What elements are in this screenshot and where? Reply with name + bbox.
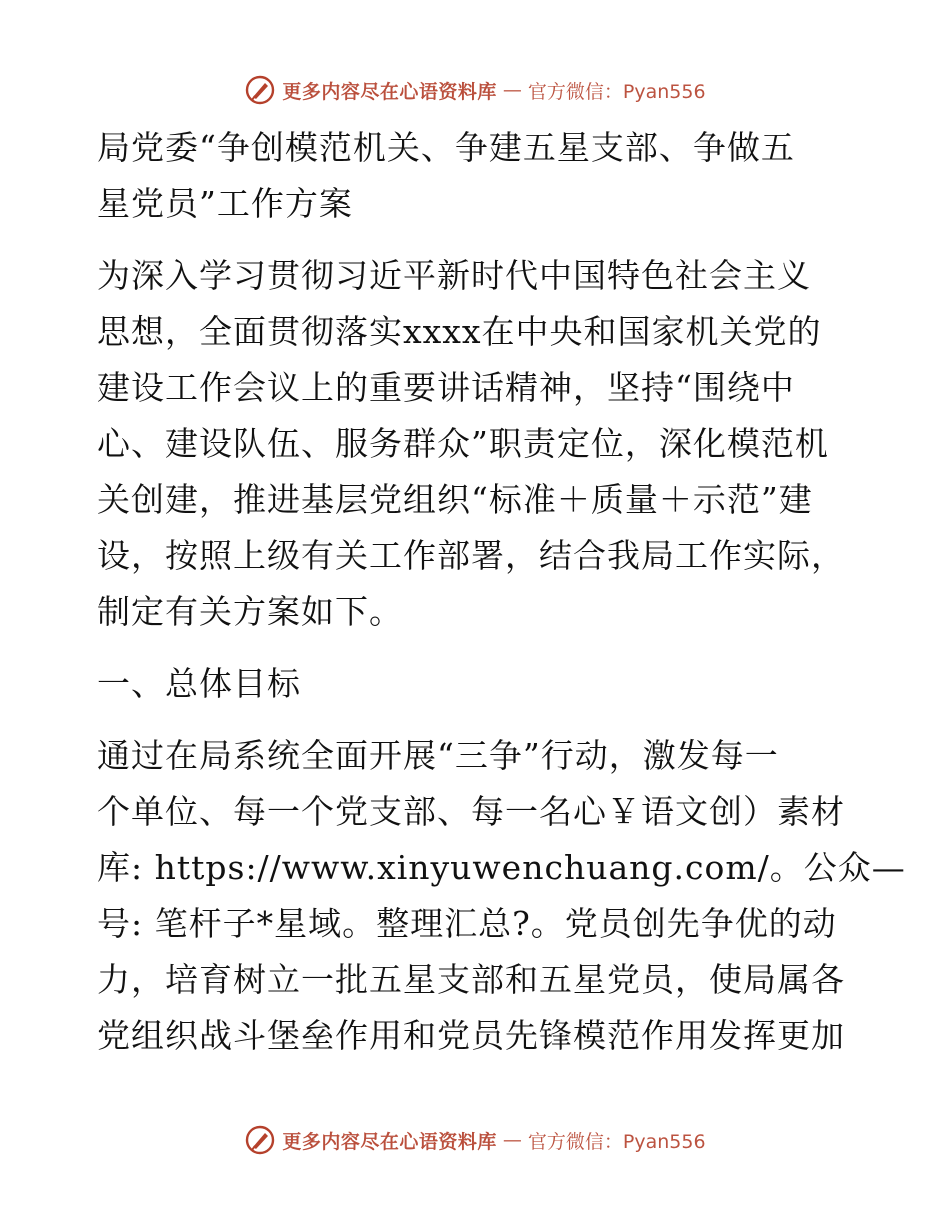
paragraph-line: 建设工作会议上的重要讲话精神，坚持“围绕中 (97, 368, 795, 407)
paragraph-line: 关创建，推进基层党组织“标准＋质量＋示范”建 (97, 480, 813, 519)
document-body (97, 120, 906, 1080)
watermark-text: 更多内容尽在心语资料库 (282, 80, 497, 103)
section-heading (97, 656, 857, 712)
paragraph-line: 号: 笔杆子*星域。整理汇总?。党员创先争优的动 (97, 904, 837, 943)
paragraph-line: 心、建设队伍、服务群众”职责定位，深化模范机 (97, 424, 829, 463)
title-line: 星党员”工作方案 (97, 184, 353, 223)
watermark-header (0, 70, 950, 110)
watermark-separator: — (502, 1129, 522, 1151)
watermark-contact: 官方微信：Pyan556 (527, 1130, 706, 1153)
paragraph-line: 通过在局系统全面开展“三争”行动，激发每一 (97, 736, 779, 775)
watermark-text: 更多内容尽在心语资料库 (282, 1130, 497, 1153)
watermark-footer (0, 1120, 950, 1160)
paragraph-line: 制定有关方案如下。 (97, 592, 403, 631)
paragraph-line: 库: https://www.xinyuwenchuang.com/。公众— (97, 848, 906, 887)
paragraph-line: 力，培育树立一批五星支部和五星党员，使局属各 (97, 960, 845, 999)
paragraph-line: 设，按照上级有关工作部署，结合我局工作实际， (97, 536, 845, 575)
title-line: 局党委“争创模范机关、争建五星支部、争做五 (97, 128, 795, 167)
paragraph-line: 个单位、每一个党支部、每一名心￥语文创）素材 (97, 792, 845, 831)
watermark-contact: 官方微信：Pyan556 (527, 80, 706, 103)
intro-paragraph (97, 248, 857, 640)
watermark-separator: — (502, 79, 522, 101)
document-title (97, 120, 857, 232)
paragraph-line: 党组织战斗堡垒作用和党员先锋模范作用发挥更加 (97, 1016, 845, 1055)
quill-pen-logo-icon (244, 74, 276, 106)
paragraph-line: 为深入学习贯彻习近平新时代中国特色社会主义 (97, 256, 811, 295)
section-heading-text: 一、总体目标 (97, 664, 301, 703)
paragraph-line: 思想，全面贯彻落实xxxx在中央和国家机关党的 (97, 312, 822, 351)
section-paragraph (97, 728, 906, 1064)
quill-pen-logo-icon (244, 1124, 276, 1156)
